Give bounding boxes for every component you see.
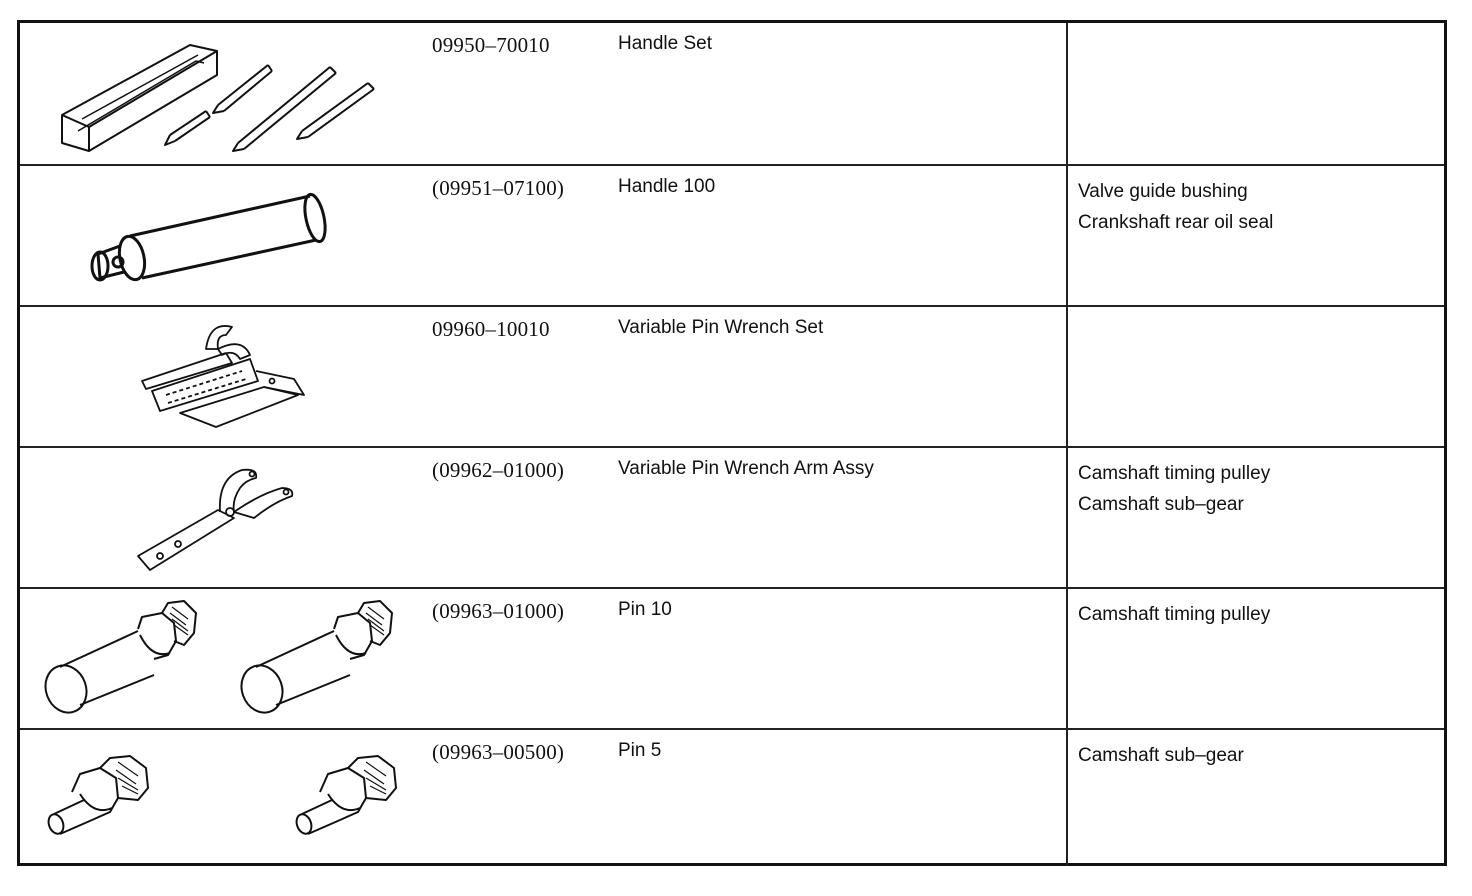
table-row: [20, 305, 1444, 446]
part-name: Variable Pin Wrench Arm Assy: [618, 458, 874, 479]
part-name: Handle 100: [618, 176, 716, 197]
part-number: (09951–07100): [432, 176, 565, 200]
table-row: [20, 728, 1444, 866]
part-number: 09960–10010: [432, 317, 550, 341]
part-number: 09950–70010: [432, 33, 550, 57]
usage-list: [1078, 599, 1270, 630]
column-divider: [1066, 307, 1068, 446]
handle-100-icon: [20, 166, 420, 306]
usage-item: Valve guide bushing: [1078, 181, 1248, 202]
usage-list: [1078, 740, 1244, 771]
pin-wrench-set-icon: [20, 307, 420, 447]
part-name: Pin 10: [618, 599, 672, 620]
usage-list: [1078, 176, 1273, 238]
column-divider: [1066, 448, 1068, 587]
part-name: Pin 5: [618, 740, 662, 761]
part-number: (09962–01000): [432, 458, 565, 482]
column-divider: [1066, 23, 1068, 164]
part-number: (09963–00500): [432, 740, 565, 764]
table-row: [20, 23, 1444, 164]
table-row: [20, 587, 1444, 728]
special-tools-table: [17, 20, 1447, 866]
table-row: [20, 446, 1444, 587]
part-number: (09963–01000): [432, 599, 565, 623]
usage-item: Camshaft timing pulley: [1078, 604, 1271, 625]
usage-item: Camshaft timing pulley: [1078, 463, 1271, 484]
column-divider: [1066, 166, 1068, 305]
handle-set-icon: [20, 23, 420, 163]
usage-item: Crankshaft rear oil seal: [1078, 212, 1274, 233]
column-divider: [1066, 730, 1068, 866]
table-row: [20, 164, 1444, 305]
pin-5-icon: [20, 730, 420, 870]
column-divider: [1066, 589, 1068, 728]
part-name: Variable Pin Wrench Set: [618, 317, 824, 338]
pin-wrench-arm-icon: [20, 448, 420, 588]
usage-item: Camshaft sub–gear: [1078, 745, 1244, 766]
pin-10-icon: [20, 589, 420, 729]
part-name: Handle Set: [618, 33, 713, 54]
usage-list: [1078, 458, 1270, 520]
usage-item: Camshaft sub–gear: [1078, 494, 1244, 515]
